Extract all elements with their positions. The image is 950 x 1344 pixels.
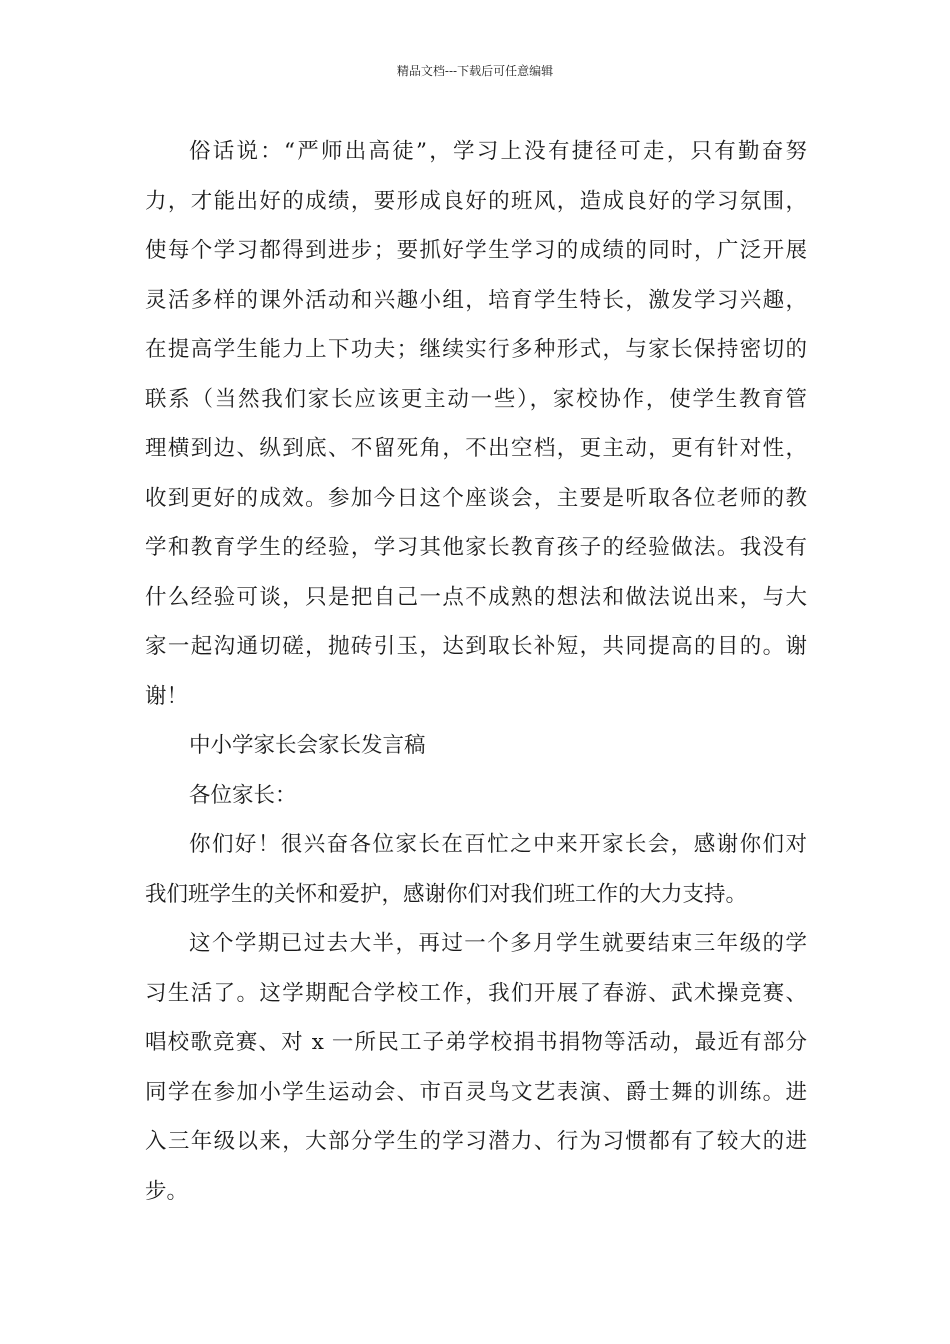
- paragraph-greeting: [145, 820, 807, 919]
- text-line: 这个学期已过去大半，再过一个多月学生就要结束三年级的学: [189, 931, 807, 956]
- text-line: 力，才能出好的成绩，要形成良好的班风，造成良好的学习氛围，: [145, 188, 807, 214]
- text-line: 各位家长：: [189, 782, 297, 808]
- text-line: 习生活了。这学期配合学校工作，我们开展了春游、武术操竞赛、: [145, 980, 807, 1006]
- document-body: [145, 127, 807, 1216]
- text-line: 同学在参加小学生运动会、市百灵鸟文艺表演、爵士舞的训练。进: [145, 1079, 807, 1105]
- text-line: 俗话说：“严师出高徒”，学习上没有捷径可走，只有勤奋努: [189, 139, 807, 164]
- page-header: 精品文档---下载后可任意编辑: [396, 64, 554, 78]
- paragraph-semester: [145, 919, 807, 1216]
- text-line: 联系（当然我们家长应该更主动一些），家校协作，使学生教育管: [145, 386, 807, 412]
- text-line: 收到更好的成效。参加今日这个座谈会，主要是听取各位老师的教: [145, 485, 807, 511]
- text-line: 家一起沟通切磋，抛砖引玉，达到取长补短，共同提高的目的。谢: [145, 634, 807, 659]
- text-line: 什么经验可谈，只是把自己一点不成熟的想法和做法说出来，与大: [145, 584, 807, 610]
- text-line: 理横到边、纵到底、不留死角，不出空档，更主动，更有针对性，: [145, 436, 807, 461]
- text-line: 你们好！很兴奋各位家长在百忙之中来开家长会，感谢你们对: [189, 832, 807, 857]
- text-line: 步。: [145, 1178, 189, 1204]
- text-line: 谢！: [145, 683, 189, 709]
- text-line: 入三年级以来，大部分学生的学习潜力、行为习惯都有了较大的进: [145, 1129, 807, 1154]
- text-line: 使每个学习都得到进步；要抓好学生学习的成绩的同时，广泛开展: [145, 238, 807, 263]
- text-line: 灵活多样的课外活动和兴趣小组，培育学生特长，激发学习兴趣，: [145, 287, 807, 313]
- text-line: 我们班学生的关怀和爱护，感谢你们对我们班工作的大力支持。: [145, 881, 748, 907]
- paragraph-proverb: [145, 127, 807, 721]
- text-line: 学和教育学生的经验，学习其他家长教育孩子的经验做法。我没有: [145, 535, 807, 560]
- salutation: [145, 771, 807, 821]
- section-title: [145, 721, 807, 771]
- text-line: 在提高学生能力上下功夫；继续实行多种形式，与家长保持密切的: [145, 337, 807, 362]
- text-line: 中小学家长会家长发言稿: [189, 733, 426, 758]
- text-line: 唱校歌竞赛、对 x 一所民工子弟学校捐书捐物等活动，最近有部分: [145, 1030, 807, 1055]
